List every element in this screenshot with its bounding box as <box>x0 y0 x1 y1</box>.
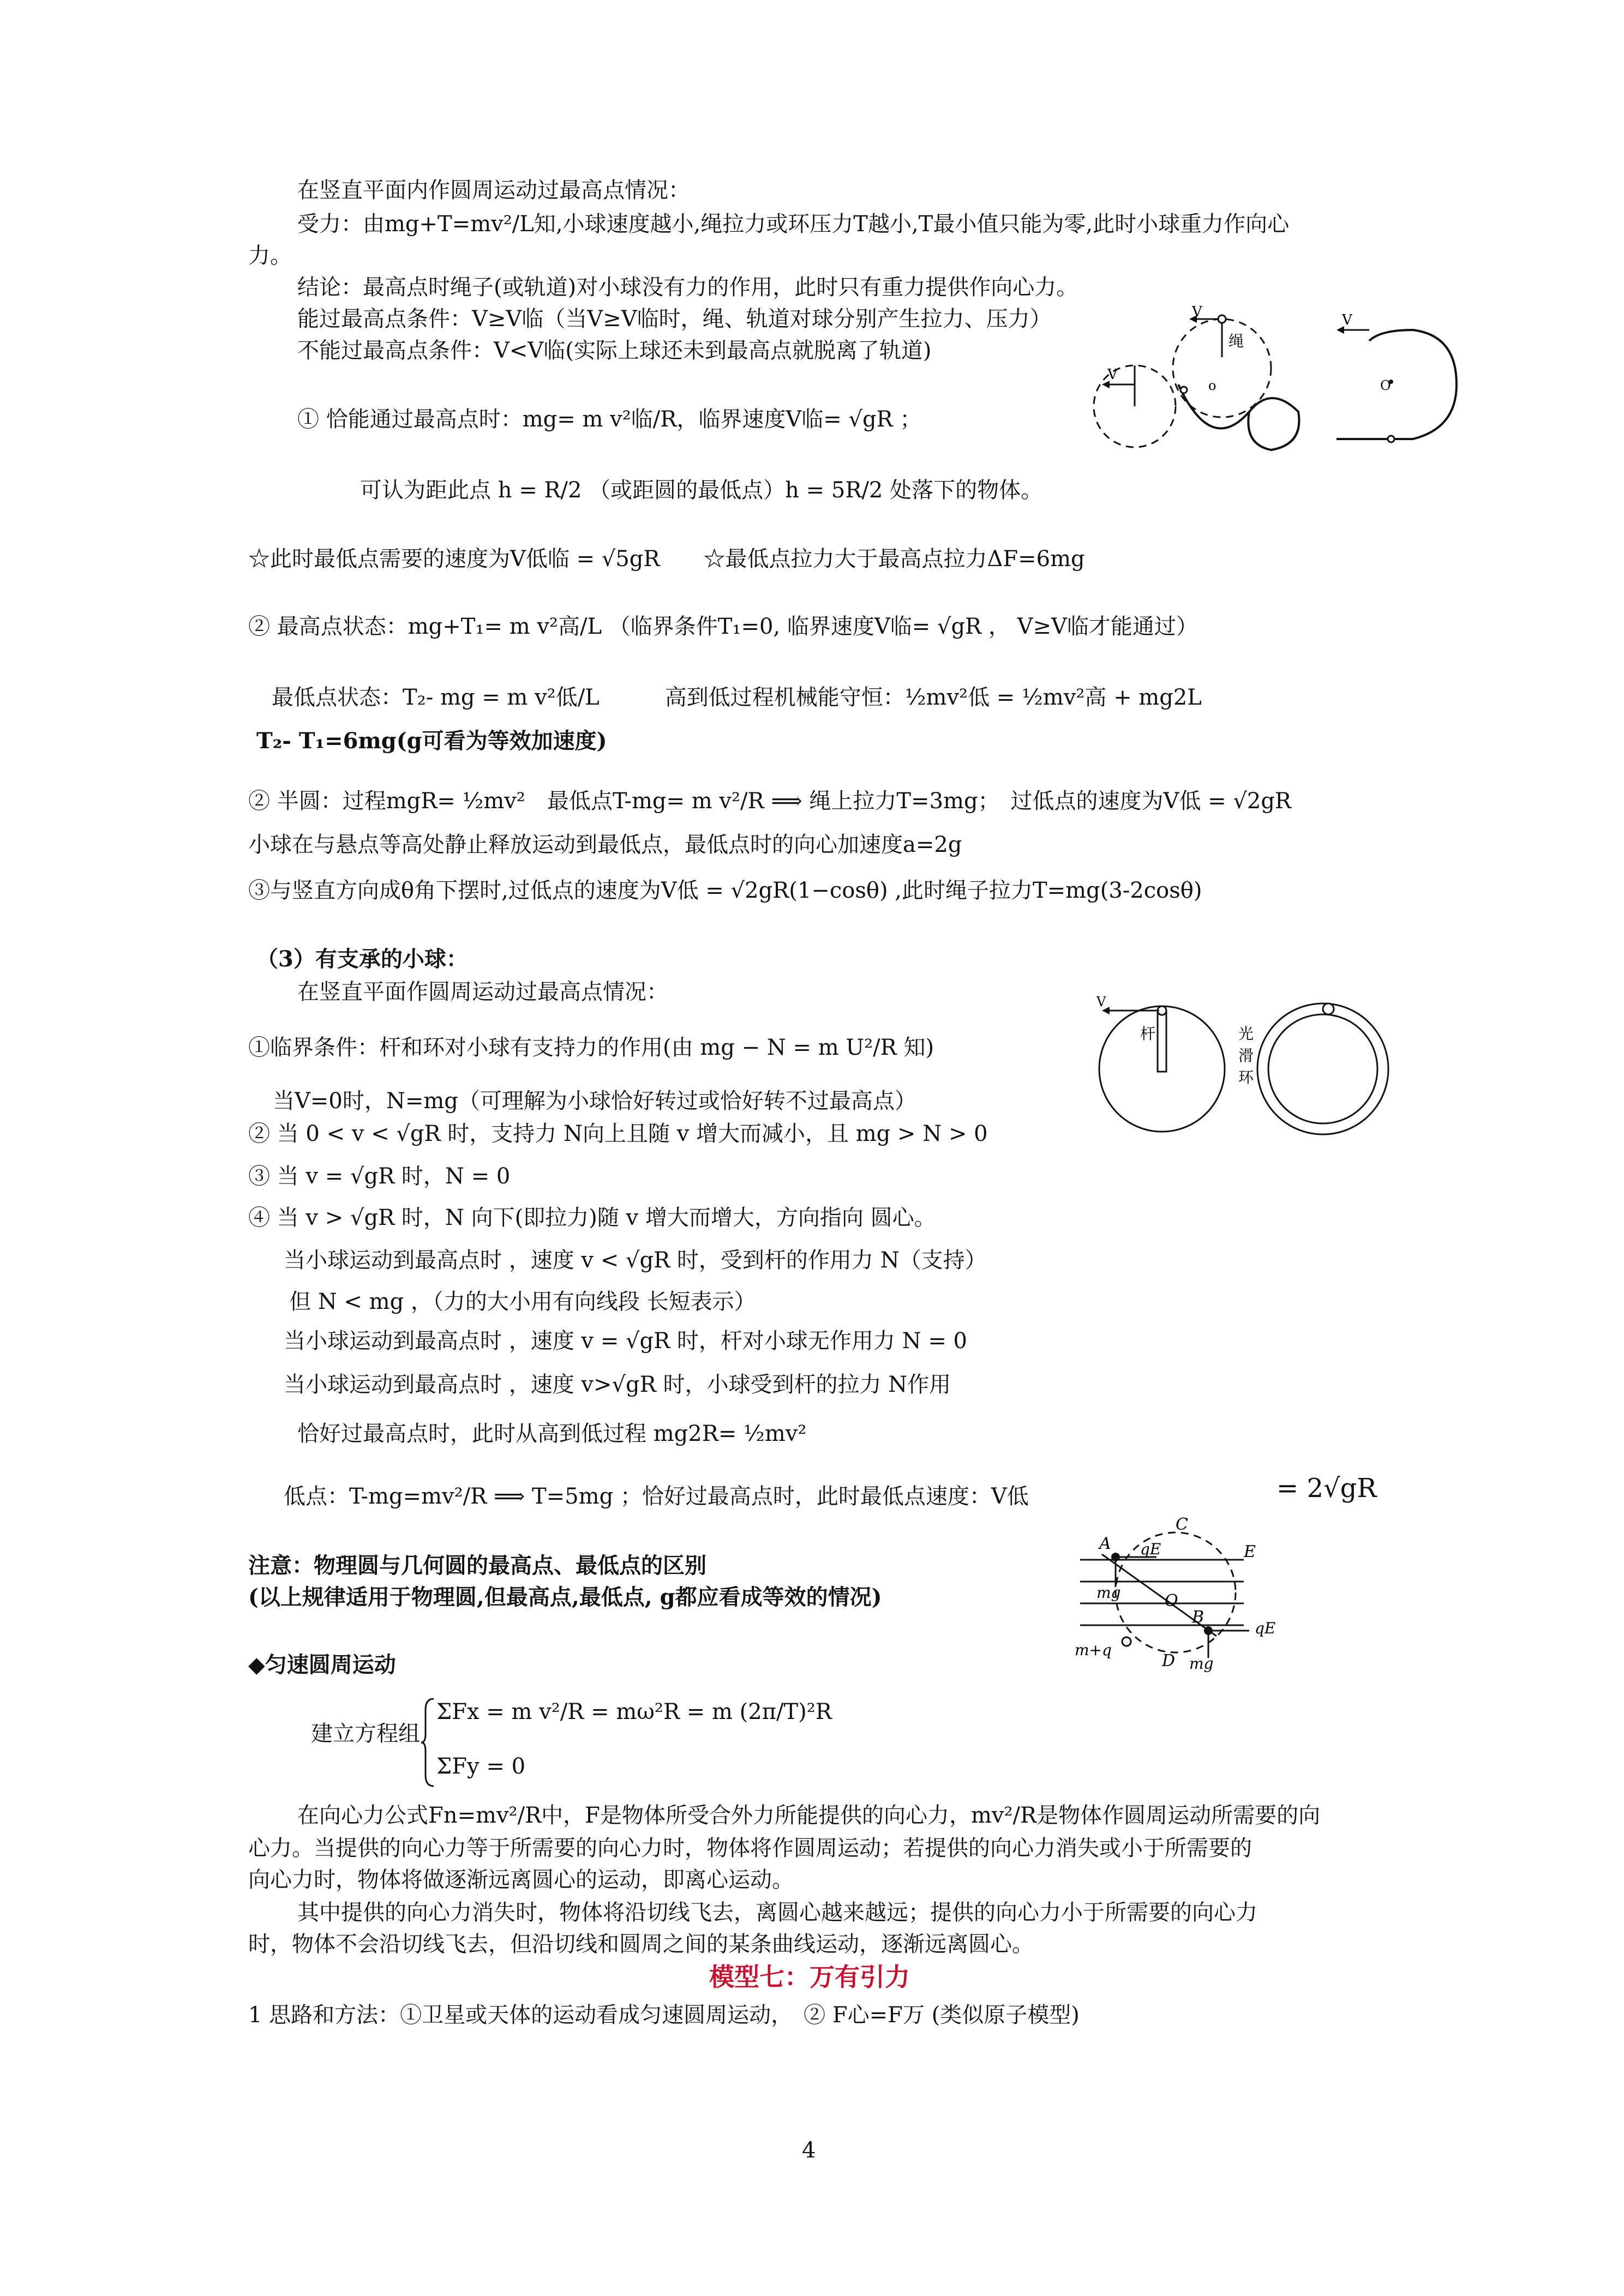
rod-v-label: V <box>1096 994 1106 1009</box>
line-36: 其中提供的向心力消失时，物体将沿切线飞去，离圆心越来越远；提供的向心力小于所需要的向心力 <box>297 1900 1257 1925</box>
line-1: 在竖直平面内作圆周运动过最高点情况： <box>297 178 690 203</box>
ring-label-1: 光 <box>1238 1025 1254 1043</box>
line-6: 不能过最高点条件：V<V临(实际上球还未到最高点就脱离了轨道) <box>297 338 932 363</box>
line-20: ② 当 0 < v < √gR 时，支持力 N向上且随 v 增大而减小，且 mg > N > 0 <box>248 1121 988 1146</box>
line-16: （3）有支承的小球： <box>256 946 468 972</box>
line-2: 受力：由mg+T=mv²/L知,小球速度越小,绳拉力或环压力T越小,T最小值只能为零,此时小球重力作向心 <box>297 212 1290 237</box>
line-25: 当小球运动到最高点时 ，速度 v = √gR 时，杆对小球无作用力 N = 0 <box>284 1329 968 1354</box>
force-mg-2-label: mg <box>1189 1655 1214 1673</box>
line-27: 恰好过最高点时，此时从高到低过程 mg2R= ½mv² <box>297 1421 807 1446</box>
charge-label: m+q <box>1075 1641 1112 1659</box>
line-14: 小球在与悬点等高处静止释放运动到最低点，最低点时的向心加速度a=2g <box>248 832 962 857</box>
field-e-label: E <box>1244 1542 1256 1561</box>
line-33: 在向心力公式Fn=mv²/R中，F是物体所受合外力所能提供的向心力，mv²/R是物体作圆周运动所需要的向 <box>297 1803 1321 1828</box>
line-32a: 建立方程组 <box>311 1721 420 1746</box>
line-39: 1 思路和方法：①卫星或天体的运动看成匀速圆周运动， ② F心=F万 (类似原子模型) <box>248 2003 1080 2028</box>
center-o-label: O <box>1165 1591 1178 1610</box>
line-28: 低点：T-mg=mv²/R ⟹ T=5mg ；恰好过最高点时，此时最低点速度：V低 <box>284 1484 1029 1509</box>
line-4: 结论：最高点时绳子(或轨道)对小球没有力的作用，此时只有重力提供作向心力。 <box>297 275 1078 300</box>
ring-label-2: 滑 <box>1238 1047 1254 1065</box>
rope-v-label: V <box>1107 366 1118 383</box>
line-34: 心力。当提供的向心力等于所需要的向心力时，物体将作圆周运动；若提供的向心力消失或小于所需要的 <box>248 1836 1252 1861</box>
line-13: ② 半圆：过程mgR= ½mv² 最低点T-mg= m v²/R ⟹ 绳上拉力T=3mg； 过低点的速度为V低 = √2gR <box>248 789 1292 814</box>
rope-v2-label: V <box>1192 304 1202 320</box>
line-17: 在竖直平面作圆周运动过最高点情况： <box>297 979 668 1005</box>
point-b-label: B <box>1192 1608 1204 1627</box>
loop-v-label: V <box>1342 312 1352 328</box>
line-21: ③ 当 v = √gR 时，N = 0 <box>248 1164 511 1189</box>
line-35: 向心力时，物体将做逐渐远离圆心的运动，即离心运动。 <box>248 1867 794 1892</box>
line-23: 当小球运动到最高点时 ，速度 v < √gR 时，受到杆的作用力 N（支持） <box>284 1248 987 1273</box>
rope-label: 绳 <box>1229 332 1244 350</box>
line-32c: ΣFy = 0 <box>436 1754 526 1779</box>
page-number: 4 <box>802 2138 816 2163</box>
line-9: ☆此时最低点需要的速度为V低临 = √5gR ☆最低点拉力大于最高点拉力ΔF=6mg <box>248 546 1085 572</box>
line-3: 力。 <box>248 243 292 268</box>
force-mg-1-label: mg <box>1096 1584 1121 1602</box>
force-qe-2-label: qE <box>1255 1619 1276 1637</box>
line-28b: = 2√gR <box>1277 1473 1377 1504</box>
line-29: 注意：物理圆与几何圆的最高点、最低点的区别 <box>248 1553 706 1578</box>
line-26: 当小球运动到最高点时 ，速度 v>√gR 时，小球受到杆的拉力 N作用 <box>284 1372 951 1397</box>
rope-o-label: o <box>1208 378 1216 393</box>
line-12: T₂- T₁=6mg(g可看为等效加速度) <box>256 728 607 754</box>
line-7: ① 恰能通过最高点时：mg= m v²临/R，临界速度V临= √gR ； <box>297 407 922 432</box>
line-37: 时，物体不会沿切线飞去，但沿切线和圆周之间的某条曲线运动，逐渐远离圆心。 <box>248 1932 1034 1957</box>
line-24: 但 N < mg ，（力的大小用有向线段 长短表示） <box>289 1289 756 1314</box>
point-c-label: C <box>1176 1515 1188 1534</box>
equation-brace <box>420 1696 436 1789</box>
line-19: 当V=0时，N=mg（可理解为小球恰好转过或恰好转不过最高点） <box>273 1089 916 1114</box>
loop-o-label: O <box>1380 378 1391 393</box>
section-title-model-7: 模型七：万有引力 <box>709 1962 910 1992</box>
line-32b: ΣFx = m v²/R = mω²R = m (2π/T)²R <box>436 1699 832 1724</box>
line-30: (以上规律适用于物理圆,但最高点,最低点, g都应看成等效的情况) <box>248 1584 882 1610</box>
rod-label: 杆 <box>1140 1025 1156 1043</box>
force-qe-1-label: qE <box>1140 1540 1161 1558</box>
line-18: ①临界条件：杆和环对小球有支持力的作用(由 mg − N = m U²/R 知) <box>248 1035 934 1060</box>
line-8: 可认为距此点 h = R/2 （或距圆的最低点）h = 5R/2 处落下的物体。 <box>360 478 1043 503</box>
rope-and-track-diagram <box>1086 303 1467 466</box>
equivalent-gravity-diagram <box>1069 1511 1309 1674</box>
line-5: 能过最高点条件：V≥V临（当V≥V临时，绳、轨道对球分别产生拉力、压力） <box>297 306 1052 332</box>
line-31: ◆匀速圆周运动 <box>248 1652 396 1678</box>
point-a-label: A <box>1099 1534 1111 1553</box>
ring-label-3: 环 <box>1238 1068 1254 1086</box>
line-10: ② 最高点状态：mg+T₁= m v²高/L （临界条件T₁=0, 临界速度V临= √gR ， V≥V临才能通过） <box>248 614 1198 639</box>
rod-and-ring-diagram <box>1086 990 1391 1143</box>
line-11: 最低点状态：T₂- mg = m v²低/L 高到低过程机械能守恒：½mv²低 = ½mv²高 + mg2L <box>272 685 1202 710</box>
line-15: ③与竖直方向成θ角下摆时,过低点的速度为V低 = √2gR(1−cosθ) ,此时绳子拉力T=mg(3-2cosθ) <box>248 878 1202 903</box>
line-22: ④ 当 v > √gR 时，N 向下(即拉力)随 v 增大而增大，方向指向 圆心。 <box>248 1205 936 1230</box>
point-d-label: D <box>1162 1651 1176 1670</box>
